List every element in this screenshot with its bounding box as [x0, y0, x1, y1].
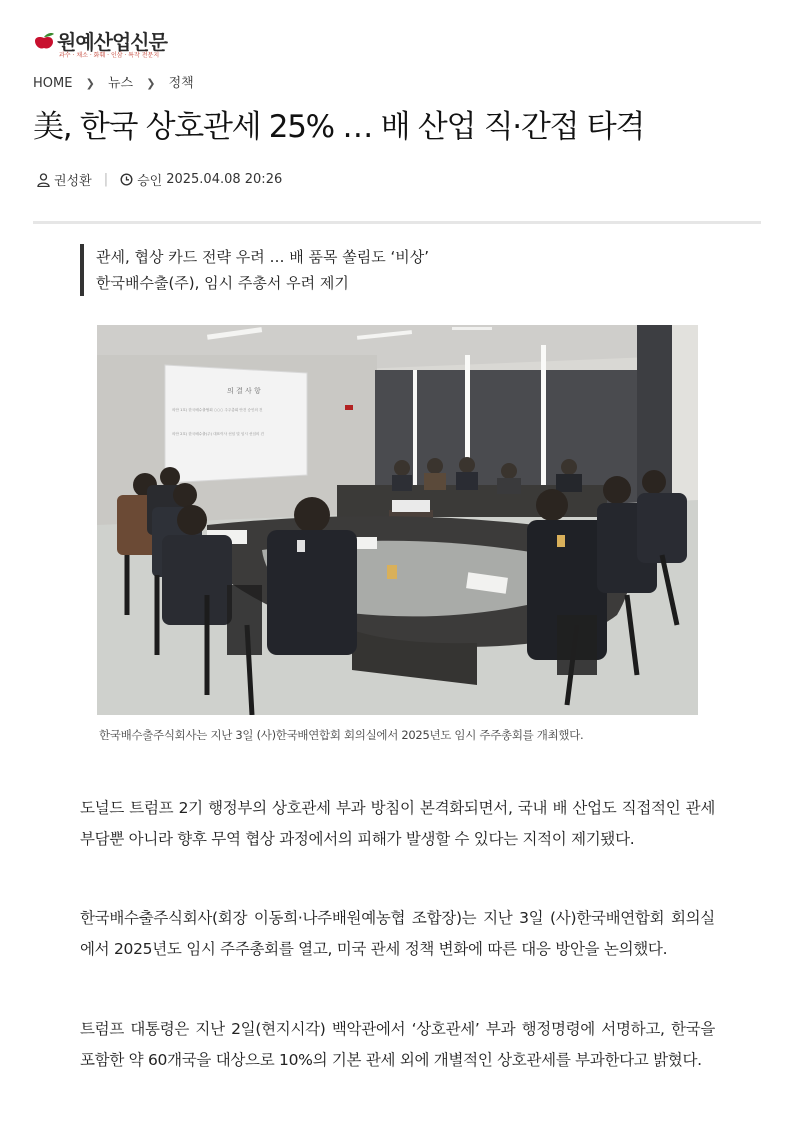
article-title: 美, 한국 상호관세 25% … 배 산업 직·간접 타격 [33, 109, 644, 145]
breadcrumb-news[interactable]: 뉴스 [107, 76, 134, 91]
breadcrumb-policy[interactable]: 정책 [168, 76, 194, 91]
chevron-right-icon: ❯ [85, 77, 95, 90]
screen-line: 의안 2호) 한국배수출(주) 대표이사 선임 및 임시 선임의 건 [172, 432, 265, 436]
clock-icon [120, 173, 133, 186]
chevron-right-icon: ❯ [146, 77, 156, 90]
meta-divider: | [103, 172, 109, 187]
screen-title: 의 결 사 항 [227, 387, 261, 395]
approved-label: 승인 [137, 174, 163, 189]
article-paragraph: 한국배수출주식회사(회장 이동희·나주배원예농협 조합장)는 지난 3일 (사)한국배연합회 회의실에서 2025년도 임시 주주총회를 열고, 미국 관세 정책 변화에 따른 대응 방안을 논의했다. [80, 909, 715, 958]
approved-date: 2025.04.08 20:26 [166, 172, 283, 187]
site-logo[interactable] [33, 26, 193, 59]
site-tagline: 과수 · 채소 · 화훼 · 인삼 · 특작 전문지 [59, 52, 160, 59]
photo-caption: 한국배수출주식회사는 지난 3일 (사)한국배연합회 회의실에서 2025년도 임시 주주총회를 개최했다. [99, 728, 584, 742]
subtitle-line: 관세, 협상 카드 전략 우려 … 배 품목 쏠림도 ‘비상’ [96, 248, 430, 266]
site-name: 원예산업신문 [57, 30, 167, 54]
breadcrumb-home[interactable]: HOME [33, 76, 73, 91]
person-icon [37, 173, 50, 187]
article-meta [37, 170, 282, 189]
breadcrumb [33, 72, 194, 91]
article-paragraph: 트럼프 대통령은 지난 2일(현지시각) 백악관에서 ‘상호관세’ 부과 행정명령에 서명하고, 한국을 포함한 약 60개국을 대상으로 10%의 기본 관세 외에 개별적인 상호관세를 부과한다고 밝혔다. [80, 1020, 715, 1069]
author-name: 권성환 [54, 174, 92, 189]
subtitle-line: 한국배수출(주), 임시 주총서 우려 제기 [96, 274, 349, 292]
screen-line: 의안 1호) 한국배수출협회 ○○○ 주주총회 안건 승인의 건 [172, 408, 263, 412]
article-paragraph: 도널드 트럼프 2기 행정부의 상호관세 부과 방침이 본격화되면서, 국내 배 산업도 직접적인 관세 부담뿐 아니라 향후 무역 협상 과정에서의 피해가 발생할 수 있다는 지적이 제기됐다. [80, 799, 715, 848]
article-subtitle [80, 244, 429, 296]
header-divider [33, 221, 761, 224]
apple-logo-icon [33, 32, 55, 50]
article-photo [97, 325, 698, 715]
